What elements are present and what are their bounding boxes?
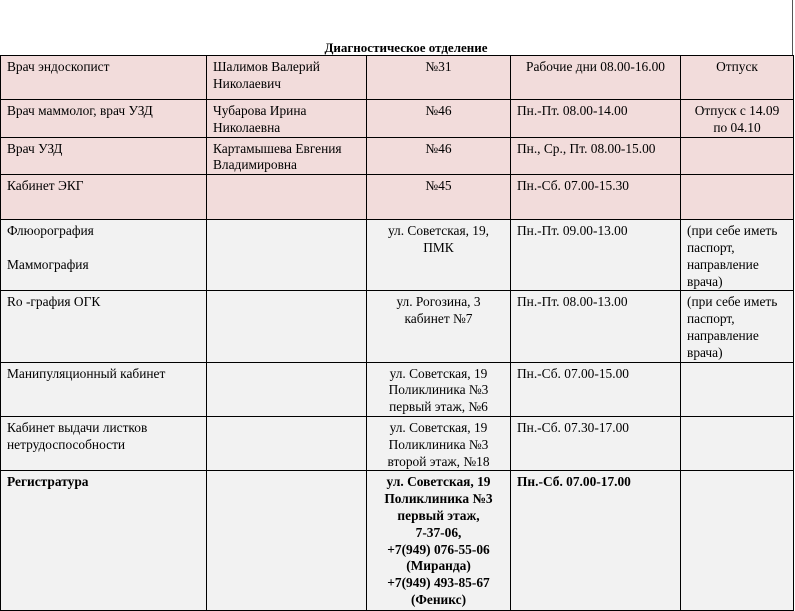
- row-place: №31: [367, 56, 511, 100]
- row-name: Регистратура: [1, 471, 207, 611]
- row-place: ул. Советская, 19 Поликлиника №3 второй этаж, №18: [367, 416, 511, 470]
- row-place-line: первый этаж,: [397, 507, 480, 523]
- row-hours: Пн.-Сб. 07.00-15.30: [511, 175, 681, 220]
- row-note: Отпуск: [681, 56, 794, 100]
- row-hours: Пн.-Сб. 07.00-17.00: [511, 471, 681, 611]
- row-hours: Пн.-Сб. 07.30-17.00: [511, 416, 681, 470]
- row-place: ул. Рогозина, 3 кабинет №7: [367, 291, 511, 362]
- table-row: [1, 100, 794, 138]
- row-place-line: (Миранда): [406, 558, 471, 574]
- row-place-line: 7-37-06,: [415, 524, 462, 540]
- row-name: Манипуляционный кабинет: [1, 362, 207, 416]
- row-hours: Пн.-Пт. 08.00-14.00: [511, 100, 681, 138]
- row-place: ул. Советская, 19, ПМК: [367, 220, 511, 291]
- title-row: [0, 0, 792, 57]
- row-note: [681, 362, 794, 416]
- row-name: Врач маммолог, врач УЗД: [1, 100, 207, 138]
- table-row: [1, 362, 794, 416]
- row-place-line: ул. Советская, 19: [386, 474, 491, 490]
- row-name-line: Флюорография: [7, 223, 94, 239]
- row-name: Врач эндоскопист: [1, 56, 207, 100]
- row-person: Шалимов Валерий Николаевич: [207, 56, 367, 100]
- row-person: [207, 175, 367, 220]
- table-row: [1, 471, 794, 611]
- row-name: Врач УЗД: [1, 137, 207, 175]
- row-person: [207, 471, 367, 611]
- table-row: [1, 291, 794, 362]
- row-person: Картамышева Евгения Владимировна: [207, 137, 367, 175]
- row-name: Кабинет ЭКГ: [1, 175, 207, 220]
- row-hours: Пн.-Сб. 07.00-15.00: [511, 362, 681, 416]
- row-place-line: Поликлиника №3: [384, 491, 493, 507]
- row-note: [681, 137, 794, 175]
- row-note: [681, 175, 794, 220]
- row-hours: Пн.-Пт. 09.00-13.00: [511, 220, 681, 291]
- row-hours: Рабочие дни 08.00-16.00: [511, 56, 681, 100]
- row-name: [1, 220, 207, 291]
- row-place-line: +7(949) 493-85-67: [387, 575, 490, 591]
- row-hours: Пн.-Пт. 08.00-13.00: [511, 291, 681, 362]
- table-row: [1, 56, 794, 100]
- row-note: [681, 471, 794, 611]
- row-hours: Пн., Ср., Пт. 08.00-15.00: [511, 137, 681, 175]
- row-place-line: (Феникс): [410, 591, 467, 607]
- row-place-line: +7(949) 076-55-06: [387, 541, 490, 557]
- row-place: [367, 471, 511, 611]
- table-row: [1, 175, 794, 220]
- row-note: [681, 416, 794, 470]
- row-person: Чубарова Ирина Николаевна: [207, 100, 367, 138]
- row-person: [207, 416, 367, 470]
- schedule-table: [0, 55, 794, 611]
- row-note: Отпуск с 14.09 по 04.10: [681, 100, 794, 138]
- table-row: [1, 137, 794, 175]
- row-note: (при себе иметь паспорт, направление врача): [681, 291, 794, 362]
- row-person: [207, 362, 367, 416]
- table-row: [1, 220, 794, 291]
- row-note: (при себе иметь паспорт, направление врача): [681, 220, 794, 291]
- row-name: Кабинет выдачи листков нетрудоспособности: [1, 416, 207, 470]
- table-row: [1, 416, 794, 470]
- row-person: [207, 220, 367, 291]
- row-person: [207, 291, 367, 362]
- row-name: Ro -графия ОГК: [1, 291, 207, 362]
- row-place: №45: [367, 175, 511, 220]
- row-place: ул. Советская, 19 Поликлиника №3 первый этаж, №6: [367, 362, 511, 416]
- row-place: №46: [367, 137, 511, 175]
- row-place: №46: [367, 100, 511, 138]
- row-name-line: Маммография: [7, 256, 89, 272]
- section-title: Диагностическое отделение: [324, 40, 488, 55]
